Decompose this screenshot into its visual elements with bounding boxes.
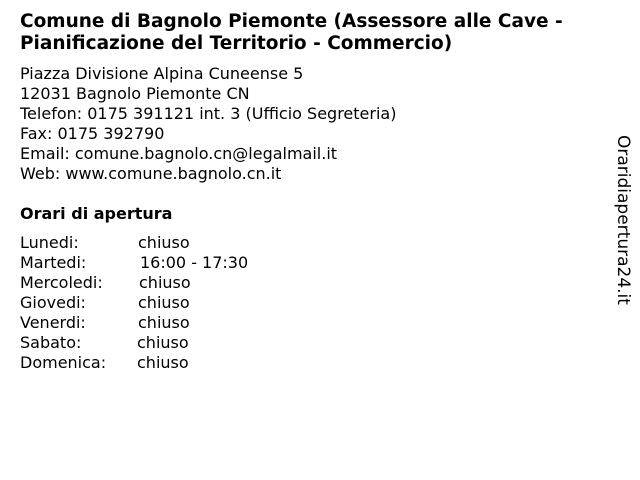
time-value: chiuso xyxy=(137,333,189,352)
time-value: chiuso xyxy=(137,353,189,372)
opening-hours-heading: Orari di apertura xyxy=(20,204,173,223)
day-label: Venerdi: xyxy=(20,313,86,332)
time-value: chiuso xyxy=(138,293,190,312)
contact-info xyxy=(20,64,396,184)
web-text: Web: www.comune.bagnolo.cn.it xyxy=(20,164,282,183)
time-value: chiuso xyxy=(139,273,191,292)
hours-row-mercoledi xyxy=(20,273,320,293)
hours-row-martedi xyxy=(20,253,320,273)
time-value: chiuso xyxy=(138,313,190,332)
hours-row-domenica xyxy=(20,353,320,373)
hours-row-venerdi xyxy=(20,313,320,333)
time-value: 16:00 - 17:30 xyxy=(140,253,249,272)
time-value: chiuso xyxy=(138,233,190,252)
fax-text: Fax: 0175 392790 xyxy=(20,124,165,143)
page-title xyxy=(20,11,620,55)
title-line-2: Pianificazione del Territorio - Commercio) xyxy=(20,33,453,54)
email-text: Email: comune.bagnolo.cn@legalmail.it xyxy=(20,144,338,163)
hours-row-giovedi xyxy=(20,293,320,313)
watermark-text: Oraridiapertura24.it xyxy=(613,135,633,305)
address-street: Piazza Divisione Alpina Cuneense 5 xyxy=(20,64,304,83)
day-label: Lunedi: xyxy=(20,233,79,252)
day-label: Sabato: xyxy=(20,333,82,352)
day-label: Giovedi: xyxy=(20,293,86,312)
hours-row-sabato xyxy=(20,333,320,353)
site-watermark xyxy=(613,135,633,315)
address-city: 12031 Bagnolo Piemonte CN xyxy=(20,84,250,103)
day-label: Martedi: xyxy=(20,253,87,272)
opening-hours-list xyxy=(20,233,320,373)
day-label: Domenica: xyxy=(20,353,107,372)
phone-text: Telefon: 0175 391121 int. 3 (Ufficio Segreteria) xyxy=(20,104,397,123)
hours-row-lunedi xyxy=(20,233,320,253)
day-label: Mercoledi: xyxy=(20,273,103,292)
title-line-1: Comune di Bagnolo Piemonte (Assessore alle Cave - xyxy=(20,11,563,32)
